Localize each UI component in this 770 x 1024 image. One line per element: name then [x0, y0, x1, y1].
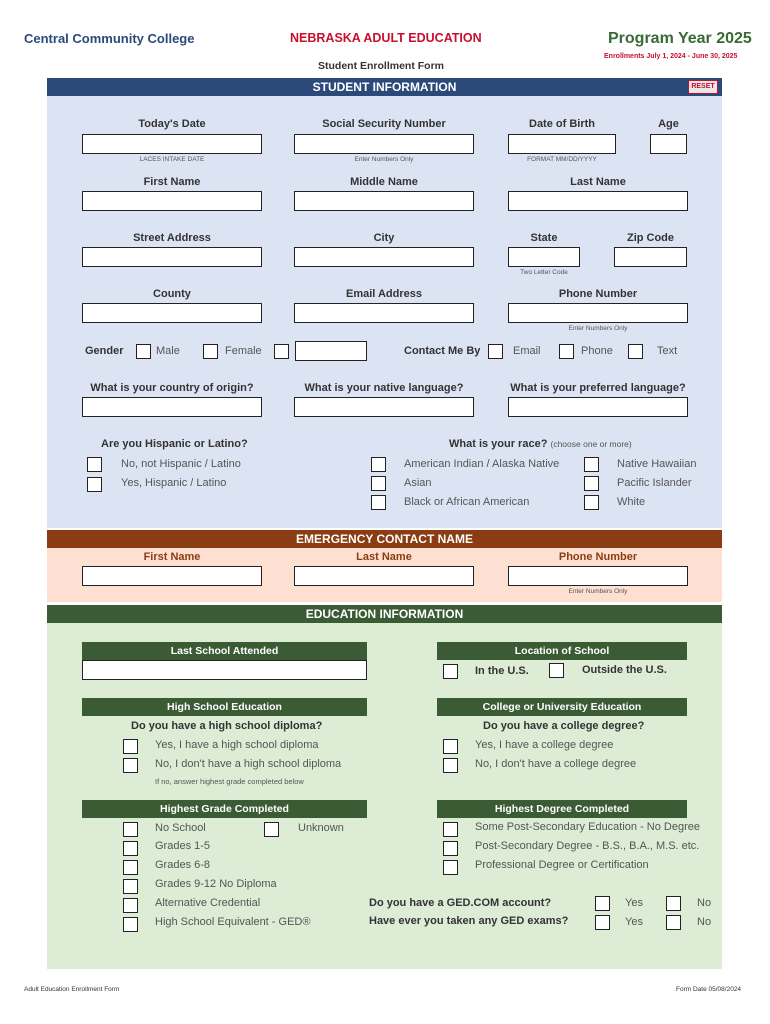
- in-us-checkbox[interactable]: [443, 664, 458, 679]
- emergency-first-name-field[interactable]: [82, 566, 262, 586]
- ged-account-no-label: No: [697, 897, 712, 909]
- gender-other-checkbox[interactable]: [274, 344, 289, 359]
- ged-exam-no-checkbox[interactable]: [666, 915, 681, 930]
- emergency-band: EMERGENCY CONTACT NAME: [47, 530, 722, 548]
- program-name: NEBRASKA ADULT EDUCATION: [290, 31, 482, 45]
- location-header: Location of School: [437, 642, 687, 660]
- grade-checkbox[interactable]: [123, 841, 138, 856]
- grade-label: Grades 9-12 No Diploma: [155, 878, 277, 890]
- race-asian-checkbox[interactable]: [371, 476, 386, 491]
- gender-label: Gender: [85, 345, 124, 357]
- grade-label: Alternative Credential: [155, 897, 261, 909]
- zip-label: Zip Code: [626, 232, 675, 244]
- county-field[interactable]: [82, 303, 262, 323]
- race-white-checkbox[interactable]: [584, 495, 599, 510]
- hispanic-no-label: No, not Hispanic / Latino: [121, 458, 241, 470]
- gender-female-checkbox[interactable]: [203, 344, 218, 359]
- ged-exam-yes-checkbox[interactable]: [595, 915, 610, 930]
- college-header: College or University Education: [437, 698, 687, 716]
- race-question-text: What is your race?: [449, 438, 548, 450]
- emergency-phone-label: Phone Number: [558, 551, 638, 563]
- ssn-field[interactable]: [294, 134, 474, 154]
- hispanic-yes-label: Yes, Hispanic / Latino: [121, 477, 227, 489]
- ged-exam-question: Have ever you taken any GED exams?: [369, 915, 569, 927]
- state-field[interactable]: [508, 247, 580, 267]
- preferred-language-question: What is your preferred language?: [510, 382, 686, 394]
- ssn-label: Social Security Number: [322, 118, 446, 130]
- college-question: Do you have a college degree?: [483, 720, 645, 732]
- street-field[interactable]: [82, 247, 262, 267]
- degree-checkbox[interactable]: [443, 822, 458, 837]
- hs-note: If no, answer highest grade completed below: [155, 777, 304, 786]
- in-us-label: In the U.S.: [475, 665, 529, 677]
- race-hawaiian-label: Native Hawaiian: [617, 458, 697, 470]
- emergency-phone-hint: Enter Numbers Only: [568, 588, 628, 595]
- country-field[interactable]: [82, 397, 262, 417]
- state-label: State: [530, 232, 558, 244]
- grade-label: Grades 1-5: [155, 840, 211, 852]
- race-pacific-checkbox[interactable]: [584, 476, 599, 491]
- footer-form-date: Form Date 05/08/2024: [676, 986, 742, 993]
- city-label: City: [373, 232, 395, 244]
- todays-date-label: Today's Date: [138, 118, 206, 130]
- email-field[interactable]: [294, 303, 474, 323]
- grade-checkbox[interactable]: [123, 822, 138, 837]
- phone-hint: Enter Numbers Only: [568, 325, 628, 332]
- last-name-field[interactable]: [508, 191, 688, 211]
- todays-date-hint: LACES INTAKE DATE: [139, 156, 205, 163]
- hs-question: Do you have a high school diploma?: [131, 720, 323, 732]
- grade-header: Highest Grade Completed: [82, 800, 367, 818]
- dob-field[interactable]: [508, 134, 616, 154]
- student-info-band: STUDENT INFORMATION: [47, 78, 722, 96]
- contact-phone-checkbox[interactable]: [559, 344, 574, 359]
- last-school-field[interactable]: [82, 660, 367, 680]
- hispanic-no-checkbox[interactable]: [87, 457, 102, 472]
- first-name-label: First Name: [143, 176, 201, 188]
- unknown-label: Unknown: [298, 822, 344, 834]
- hispanic-yes-checkbox[interactable]: [87, 477, 102, 492]
- phone-field[interactable]: [508, 303, 688, 323]
- gender-other-field[interactable]: [295, 341, 367, 361]
- race-question: [449, 438, 632, 450]
- grade-checkbox[interactable]: [123, 860, 138, 875]
- first-name-field[interactable]: [82, 191, 262, 211]
- race-white-label: White: [617, 496, 646, 508]
- ssn-hint: Enter Numbers Only: [354, 156, 414, 163]
- grade-label: Grades 6-8: [155, 859, 211, 871]
- phone-label: Phone Number: [558, 288, 638, 300]
- native-language-question: What is your native language?: [304, 382, 464, 394]
- county-label: County: [153, 288, 191, 300]
- race-american-indian-checkbox[interactable]: [371, 457, 386, 472]
- dob-hint: FORMAT MM/DD/YYYY: [527, 156, 597, 163]
- todays-date-field[interactable]: [82, 134, 262, 154]
- grade-checkbox[interactable]: [123, 879, 138, 894]
- preferred-language-field[interactable]: [508, 397, 688, 417]
- race-pacific-label: Pacific Islander: [617, 477, 692, 489]
- ged-exam-yes-label: Yes: [625, 916, 643, 928]
- contact-text-checkbox[interactable]: [628, 344, 643, 359]
- hs-yes-checkbox[interactable]: [123, 739, 138, 754]
- race-black-label: Black or African American: [404, 496, 530, 508]
- education-band: EDUCATION INFORMATION: [47, 605, 722, 623]
- degree-label: Post-Secondary Degree - B.S., B.A., M.S. etc.: [475, 840, 700, 852]
- ged-account-yes-label: Yes: [625, 897, 643, 909]
- contact-label: Contact Me By: [404, 345, 481, 357]
- degree-label: Professional Degree or Certification: [475, 859, 649, 871]
- unknown-checkbox[interactable]: [264, 822, 279, 837]
- college-no-checkbox[interactable]: [443, 758, 458, 773]
- ged-account-no-checkbox[interactable]: [666, 896, 681, 911]
- contact-phone-label: Phone: [581, 345, 613, 357]
- race-asian-label: Asian: [404, 477, 432, 489]
- enrollment-period: Enrollments July 1, 2024 - June 30, 2025: [604, 53, 738, 60]
- outside-us-label: Outside the U.S.: [582, 664, 667, 676]
- gender-female-label: Female: [225, 345, 262, 357]
- ged-exam-no-label: No: [697, 916, 712, 928]
- degree-checkbox[interactable]: [443, 841, 458, 856]
- contact-email-checkbox[interactable]: [488, 344, 503, 359]
- race-black-checkbox[interactable]: [371, 495, 386, 510]
- degree-header: Highest Degree Completed: [437, 800, 687, 818]
- form-title: Student Enrollment Form: [318, 60, 444, 72]
- program-year: Program Year 2025: [608, 30, 752, 47]
- outside-us-checkbox[interactable]: [549, 663, 564, 678]
- contact-text-label: Text: [657, 345, 678, 357]
- hispanic-question: Are you Hispanic or Latino?: [101, 438, 248, 450]
- hs-no-checkbox[interactable]: [123, 758, 138, 773]
- emergency-last-name-label: Last Name: [356, 551, 412, 563]
- middle-name-label: Middle Name: [350, 176, 418, 188]
- country-question: What is your country of origin?: [90, 382, 254, 394]
- last-school-header: Last School Attended: [82, 642, 367, 660]
- dob-label: Date of Birth: [529, 118, 595, 130]
- footer-form-name: Adult Education Enrollment Form: [24, 986, 120, 993]
- gender-male-label: Male: [156, 345, 180, 357]
- degree-checkbox[interactable]: [443, 860, 458, 875]
- ged-account-yes-checkbox[interactable]: [595, 896, 610, 911]
- grade-label: No School: [155, 822, 206, 834]
- college-yes-label: Yes, I have a college degree: [475, 739, 614, 751]
- grade-checkbox[interactable]: [123, 917, 138, 932]
- hs-no-label: No, I don't have a high school diploma: [155, 758, 342, 770]
- emergency-phone-field[interactable]: [508, 566, 688, 586]
- emergency-last-name-field[interactable]: [294, 566, 474, 586]
- last-name-label: Last Name: [570, 176, 626, 188]
- contact-email-label: Email: [513, 345, 541, 357]
- age-label: Age: [658, 118, 679, 130]
- college-yes-checkbox[interactable]: [443, 739, 458, 754]
- middle-name-field[interactable]: [294, 191, 474, 211]
- gender-male-checkbox[interactable]: [136, 344, 151, 359]
- degree-label: Some Post-Secondary Education - No Degree: [475, 821, 701, 833]
- emergency-first-name-label: First Name: [143, 551, 201, 563]
- grade-checkbox[interactable]: [123, 898, 138, 913]
- age-field[interactable]: [650, 134, 687, 154]
- college-no-label: No, I don't have a college degree: [475, 758, 637, 770]
- zip-field[interactable]: [614, 247, 687, 267]
- reset-button[interactable]: RESET: [688, 80, 718, 94]
- hs-yes-label: Yes, I have a high school diploma: [155, 739, 319, 751]
- state-hint: Two Letter Code: [520, 269, 568, 276]
- ged-account-question: Do you have a GED.COM account?: [369, 897, 552, 909]
- race-hint: (choose one or more): [550, 439, 632, 449]
- hs-header: High School Education: [82, 698, 367, 716]
- college-name: Central Community College: [24, 31, 195, 46]
- race-hawaiian-checkbox[interactable]: [584, 457, 599, 472]
- grade-label: High School Equivalent - GED®: [155, 916, 311, 928]
- race-american-indian-label: American Indian / Alaska Native: [404, 458, 560, 470]
- native-language-field[interactable]: [294, 397, 474, 417]
- email-label: Email Address: [345, 288, 422, 300]
- city-field[interactable]: [294, 247, 474, 267]
- street-label: Street Address: [133, 232, 211, 244]
